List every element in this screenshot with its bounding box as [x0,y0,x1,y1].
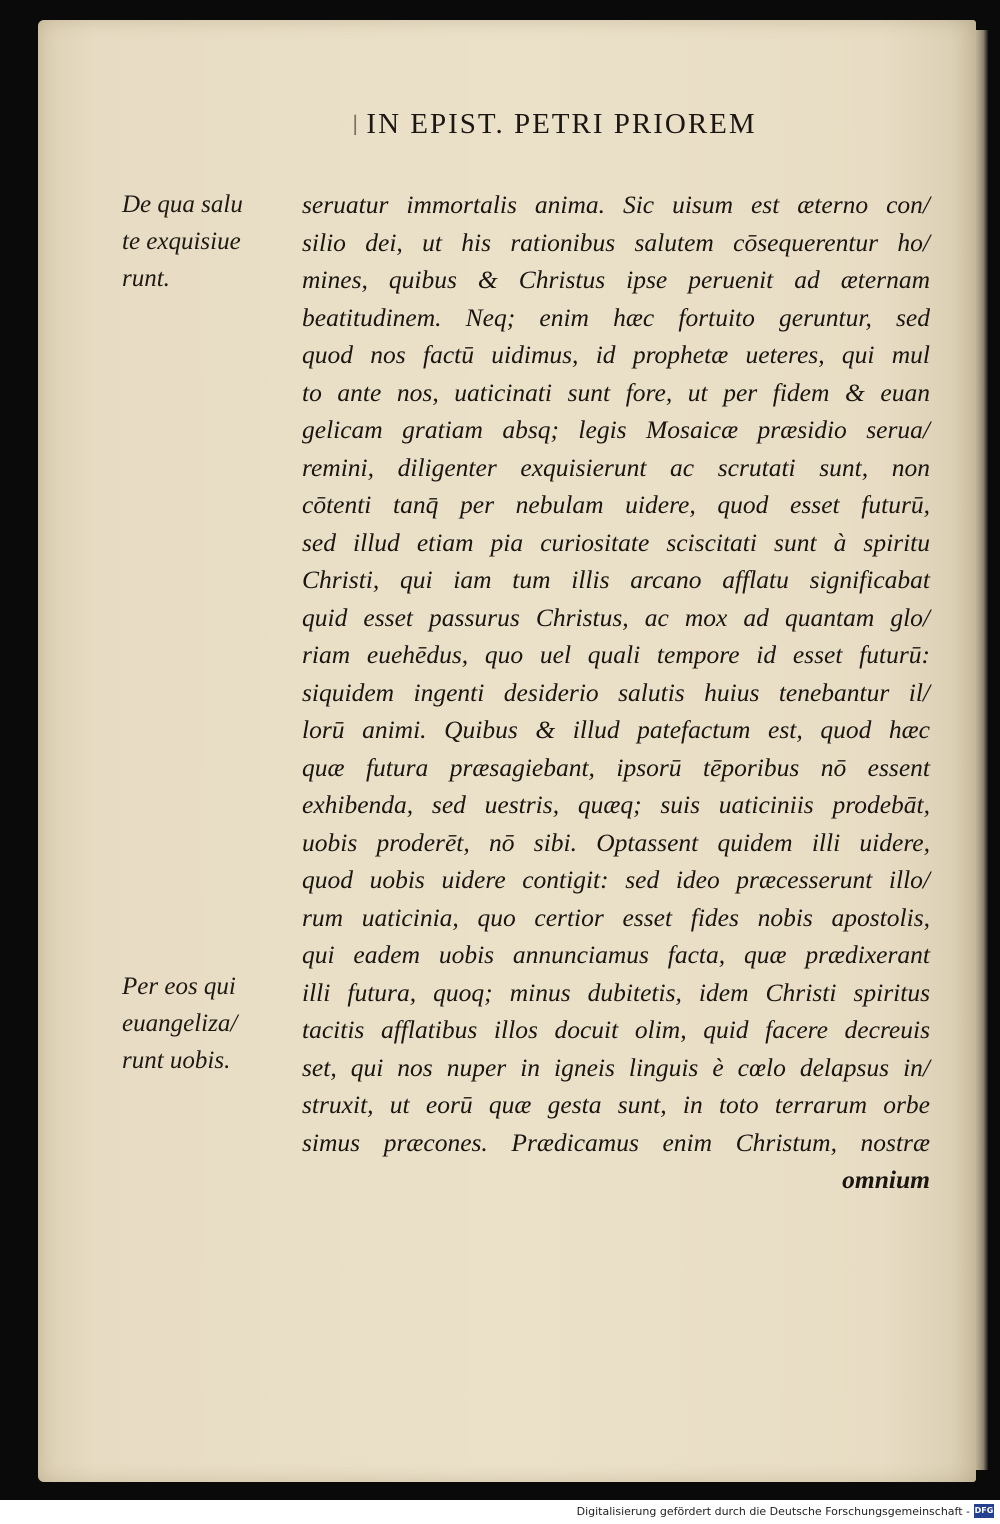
text-line: struxit, ut eorū quæ gesta sunt, in toto terrarum orbe [302,1090,930,1119]
margin-note-line: runt uobis. [122,1047,231,1074]
text-line: beatitudinem. Neq; enim hæc fortuito geruntur, sed [302,302,930,332]
running-head [352,108,852,141]
footer-credit: Digitalisierung gefördert durch die Deutsche Forschungsgemeinschaft - [576,1505,970,1518]
text-line: gelicam gratiam absq; legis Mosaicæ præsidio serua/ [302,415,930,444]
margin-note-2 [122,968,300,1079]
margin-note-line: te exquisiue [122,228,241,255]
catchword: omnium [842,1165,930,1194]
text-line: tacitis afflatibus illos docuit olim, quid facere decreuis [302,1015,930,1044]
text-line: rum uaticinia, quo certior esset fides nobis apostolis, [302,902,930,932]
margin-note-line: De qua salu [122,191,243,218]
dfg-logo-icon: DFG [974,1504,994,1518]
text-line: exhibenda, sed uestris, quæq; suis uaticiniis prodebāt, [302,790,930,819]
text-line: uobis proderēt, nō sibi. Optassent quidem illi uidere, [302,827,930,857]
margin-note-line: runt. [122,265,170,292]
running-head-text: IN EPIST. PETRI PRIOREM [366,108,757,140]
text-line: set, qui nos nuper in igneis linguis è cœlo delapsus in/ [302,1052,930,1082]
text-line: siquidem ingenti desiderio salutis huius tenebantur il/ [302,677,930,707]
footer-bar [0,1500,1000,1524]
margin-note-line: Per eos qui [122,973,236,1000]
text-line: seruatur immortalis anima. Sic uisum est æterno con/ [302,190,930,219]
text-line: quod uobis uidere contigit: sed ideo præcesserunt illo/ [302,865,930,894]
text-line: remini, diligenter exquisierunt ac scrutati sunt, non [302,452,930,482]
text-line: to ante nos, uaticinati sunt fore, ut per fidem & euan [302,377,930,407]
text-line: quod nos factū uidimus, id prophetæ ueteres, qui mul [302,340,930,369]
text-line: qui eadem uobis annunciamus facta, quæ prædixerant [302,940,930,969]
text-line: illi futura, quoq; minus dubitetis, idem Christi spiritus [302,977,930,1007]
text-line: sed illud etiam pia curiositate sciscitati sunt à spiritu [302,527,930,557]
text-line: simus præcones. Prædicamus enim Christum, nostræ [302,1127,930,1157]
body-text [302,186,930,1199]
margin-note-line: euangeliza/ [122,1010,238,1037]
text-line: silio dei, ut his rationibus salutem cōsequerentur ho/ [302,227,930,257]
margin-note-1 [122,186,300,297]
text-line: quid esset passurus Christus, ac mox ad quantam glo/ [302,602,930,632]
text-line: riam euehēdus, quo uel quali tempore id esset futurū: [302,640,930,669]
text-line: Christi, qui iam tum illis arcano afflatu significabat [302,565,930,594]
text-line: cōtenti tanq̄ per nebulam uidere, quod esset futurū, [302,490,930,519]
text-line: quæ futura præsagiebant, ipsorū tēporibus nō essent [302,752,930,782]
head-mark-glyph: ∣ [352,113,361,138]
page-edge [976,30,988,1470]
text-line: mines, quibus & Christus ipse peruenit ad æternam [302,265,930,294]
text-line: lorū animi. Quibus & illud patefactum est, quod hæc [302,715,930,744]
